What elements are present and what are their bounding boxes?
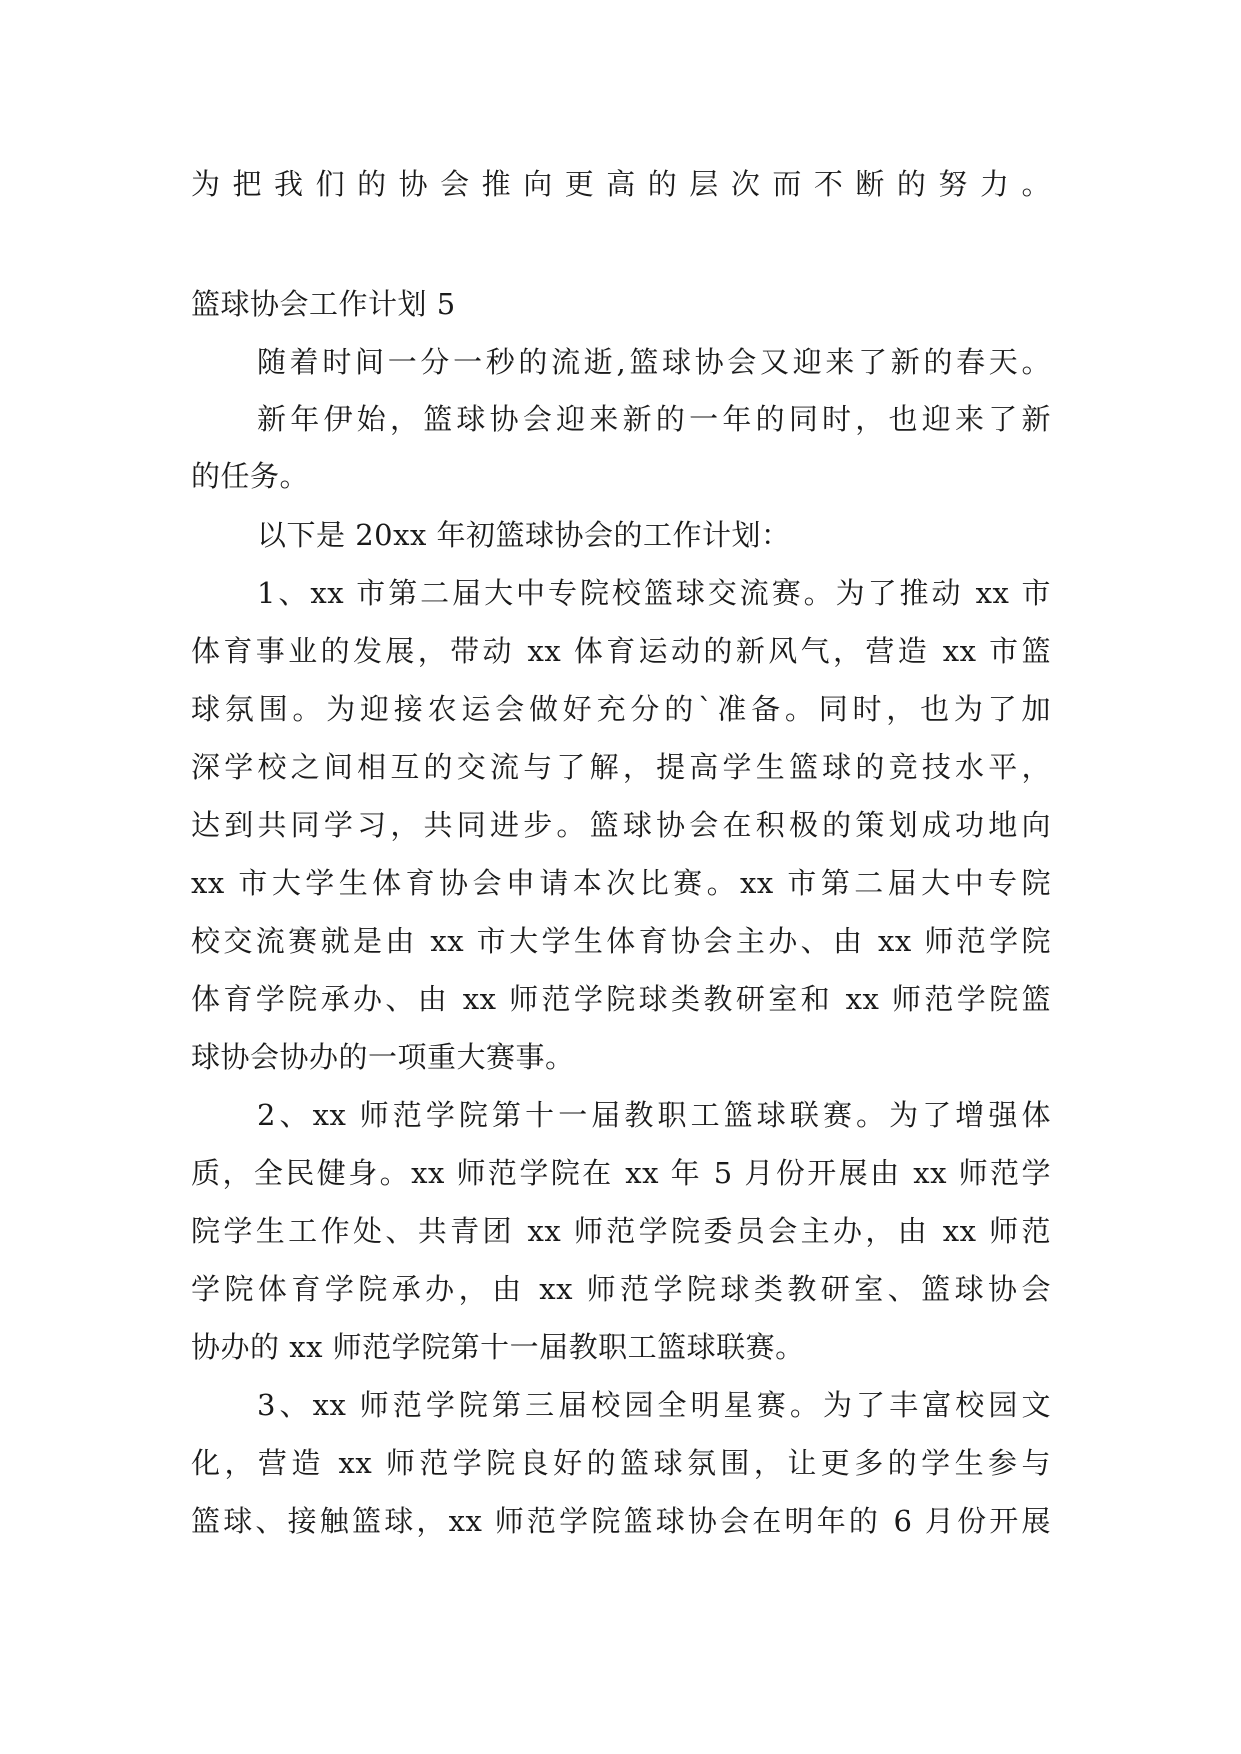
text-line: 为把我们的协会推向更高的层次而不断的努力。 [191, 167, 1051, 201]
text-line: 体育学院承办、由 xx 师范学院球类教研室和 xx 师范学院篮 [191, 982, 1051, 1016]
text-line: 化，营造 xx 师范学院良好的篮球氛围，让更多的学生参与 [191, 1446, 1051, 1480]
text-line: 协办的 xx 师范学院第十一届教职工篮球联赛。 [191, 1330, 805, 1364]
text-line: 的任务。 [191, 459, 310, 493]
text-line: 球氛围。为迎接农运会做好充分的`准备。同时，也为了加 [191, 692, 1051, 726]
text-line: xx 市大学生体育协会申请本次比赛。xx 市第二届大中专院 [191, 866, 1051, 900]
text-line: 2、xx 师范学院第十一届教职工篮球联赛。为了增强体 [257, 1098, 1051, 1132]
text-line: 球协会协办的一项重大赛事。 [191, 1040, 575, 1074]
text-line: 篮球、接触篮球，xx 师范学院篮球协会在明年的 6 月份开展 [191, 1504, 1051, 1538]
text-line: 质，全民健身。xx 师范学院在 xx 年 5 月份开展由 xx 师范学 [191, 1156, 1051, 1190]
text-line: 院学生工作处、共青团 xx 师范学院委员会主办，由 xx 师范 [191, 1214, 1051, 1248]
text-line: 深学校之间相互的交流与了解，提高学生篮球的竞技水平， [191, 750, 1051, 784]
text-line: 随着时间一分一秒的流逝,篮球协会又迎来了新的春天。 [257, 345, 1051, 379]
text-line: 1、xx 市第二届大中专院校篮球交流赛。为了推动 xx 市 [257, 576, 1051, 610]
section-heading: 篮球协会工作计划 5 [191, 287, 456, 321]
text-line: 新年伊始，篮球协会迎来新的一年的同时，也迎来了新 [257, 402, 1051, 436]
text-line: 体育事业的发展，带动 xx 体育运动的新风气，营造 xx 市篮 [191, 634, 1051, 668]
text-line: 以下是 20xx 年初篮球协会的工作计划： [257, 518, 791, 552]
text-line: 3、xx 师范学院第三届校园全明星赛。为了丰富校园文 [257, 1388, 1051, 1422]
text-line: 达到共同学习，共同进步。篮球协会在积极的策划成功地向 [191, 808, 1051, 842]
text-line: 校交流赛就是由 xx 市大学生体育协会主办、由 xx 师范学院 [191, 924, 1051, 958]
text-line: 学院体育学院承办，由 xx 师范学院球类教研室、篮球协会 [191, 1272, 1051, 1306]
